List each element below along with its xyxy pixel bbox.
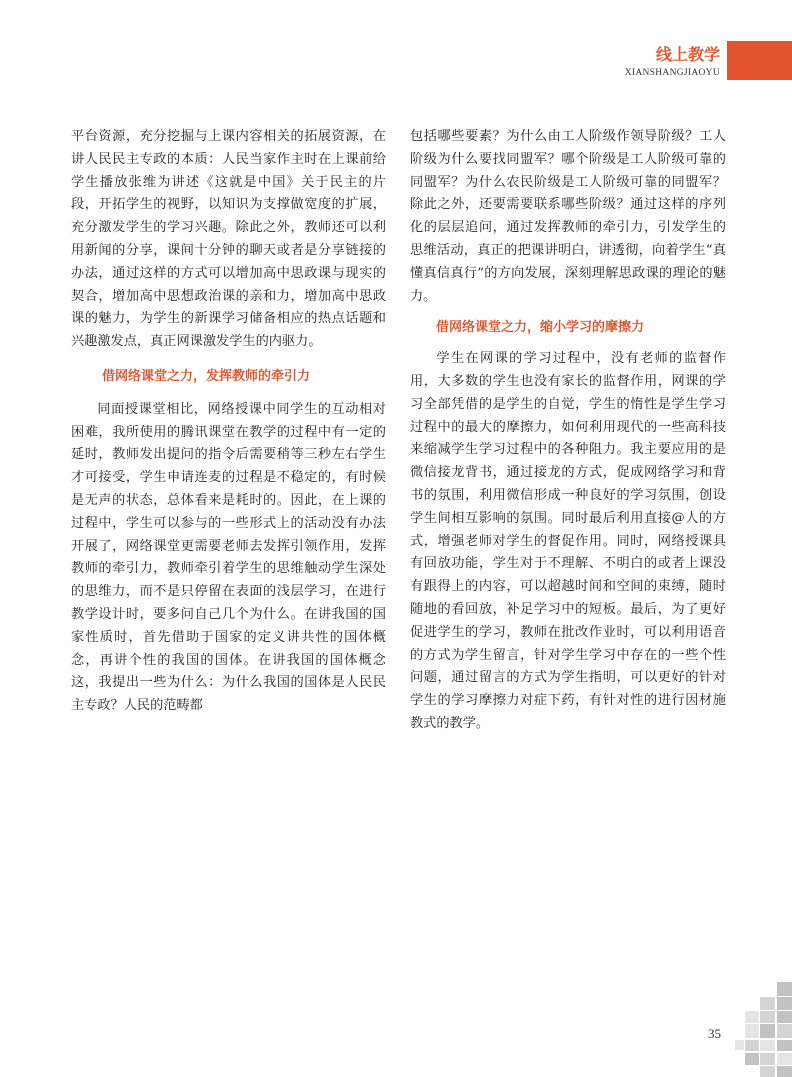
left-column: [71, 126, 386, 718]
section-heading-teacher-traction: 借网络课堂之力，发挥教师的牵引力: [102, 368, 311, 384]
deco-square: [735, 1040, 744, 1050]
deco-square: [745, 1011, 759, 1023]
right-paragraph-1: 包括哪些要素？为什么由工人阶级作领导阶级？工人阶级为什么要找同盟军？哪个阶级是工人阶级可靠的同盟军？为什么农民阶级是工人阶级可靠的同盟军？除此之外，还要需要联系哪些阶级？通过这样的序列化的层层追问，通过发挥教师的牵引力，引发学生的思维活动，真正的把课讲明白，讲透彻，向着学生“真懂真信真行”的方向发展，深刻理解思政课的理论的魅力。: [410, 129, 726, 304]
deco-square: [777, 1053, 792, 1065]
deco-square: [745, 1040, 759, 1051]
left-paragraph-1: 平台资源，充分挖掘与上课内容相关的拓展资源，在讲人民民主专政的本质：人民当家作主时在上课前给学生播放张维为讲述《这就是中国》关于民主的片段，开拓学生的视野，以知识为支撑做宽度的扩展，充分激发学生的学习兴趣。除此之外，教师还可以利用新闻的分享，课间十分钟的聊天或者是分享链接的办法，通过这样的方式可以增加高中思政课与现实的契合，增加高中思想政治课的亲和力，增加高中思政课的魅力，为学生的新课学习储备相应的热点话题和兴趣激发点，真正网课激发学生的内驱力。: [71, 129, 386, 350]
right-paragraph-2: 学生在网课的学习过程中，没有老师的监督作用，大多数的学生也没有家长的监督作用，网课的学习全部凭借的是学生的自觉，学生的惰性是学生学习过程中的最大的摩擦力，如何利用现代的一些高科技来缩减学生学习过程中的各种阻力。我主要应用的是微信接龙背书，通过接龙的方式，促成网络学习和背书的氛围，利用微信形成一种良好的学习氛围，创设学生间相互影响的氛围。同时最后利用直接@人的方式，增强老师对学生的督促作用。同时，网络授课具有回放功能，学生对于不理解、不明白的或者上课没有跟得上的内容，可以超越时间和空间的束缚，随时随地的看回放，补足学习中的短板。最后，为了更好促进学生的学习，教师在批改作业时，可以利用语音的方式为学生留言，针对学生学习中存在的一些个性问题，通过留言的方式为学生指明，可以更好的针对学生的学习摩擦力对症下药，有针对性的进行因材施教式的教学。: [410, 351, 726, 731]
section-title: 线上教学: [655, 45, 720, 64]
deco-square: [745, 1024, 759, 1038]
header-accent-bar: [727, 41, 792, 80]
deco-square: [760, 1053, 775, 1065]
deco-square: [777, 1066, 792, 1077]
section-heading-reduce-friction: 借网络课堂之力，缩小学习的摩擦力: [436, 320, 645, 336]
deco-square: [777, 982, 792, 996]
deco-square: [777, 1011, 792, 1023]
deco-square: [760, 1040, 775, 1051]
deco-square: [760, 1011, 775, 1023]
right-column: [410, 126, 726, 736]
deco-square: [760, 1066, 775, 1077]
deco-square: [777, 1024, 792, 1038]
deco-square: [777, 997, 792, 1010]
left-paragraph-2: 同面授课堂相比，网络授课中同学生的互动相对困难，我所使用的腾讯课堂在教学的过程中有一定的延时，教师发出提问的指令后需要稍等三秒左右学生才可接受，学生申请连麦的过程是不稳定的，有时候是无声的状态，总体看来是耗时的。因此，在上课的过程中，学生可以参与的一些形式上的活动没有办法开展了，网络课堂更需要老师去发挥引领作用，发挥教师的牵引力，教师牵引着学生的思维触动学生深处的思维力，而不是只停留在表面的浅层学习，在进行教学设计时，要多问自己几个为什么。在讲我国的国家性质时，首先借助于国家的定义讲共性的国体概念，再讲个性的我国的国体。在讲我国的国体概念这，我提出一些为什么：为什么我国的国体是人民民主专政？人民的范畴都: [71, 401, 386, 714]
deco-square: [745, 1053, 759, 1065]
deco-square: [777, 1040, 792, 1051]
page-number: 35: [708, 1026, 721, 1041]
deco-square: [760, 997, 775, 1010]
section-subtitle: XIANSHANGJIAOYU: [624, 68, 720, 78]
deco-square: [760, 1024, 775, 1038]
